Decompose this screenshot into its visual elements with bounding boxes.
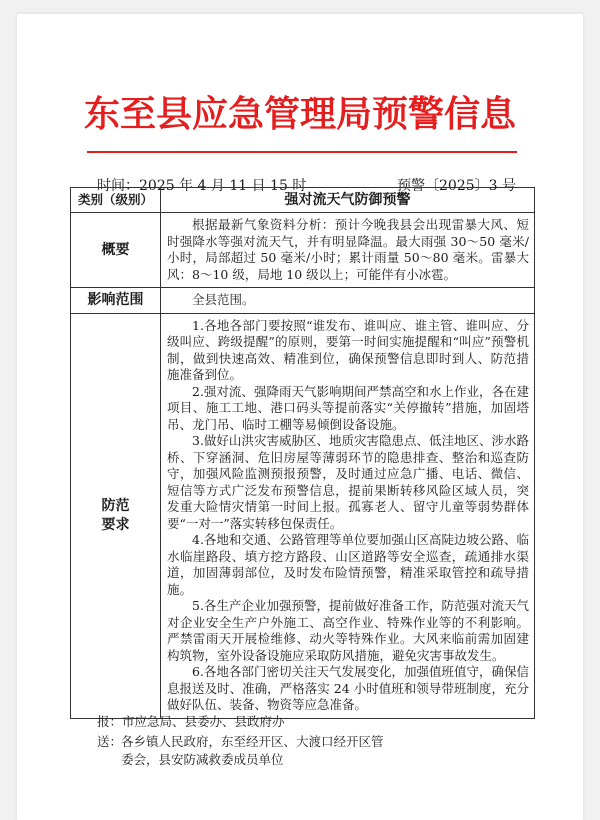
report-to-line: 报：市应急局、县委办、县政府办 bbox=[97, 714, 285, 729]
table-header-row bbox=[71, 188, 535, 213]
requirement-item: 2.强对流、强降雨天气影响期间严禁高空和水上作业，各在建项目、施工工地、港口码头等提前落实“关停撤转”措施，加固塔吊、龙门吊、临时工棚等易倾倒设备设施。 bbox=[167, 383, 529, 432]
requirements-label bbox=[71, 313, 161, 718]
category-header: 类别（级别） bbox=[71, 188, 161, 213]
document-title: 东至县应急管理局预警信息 bbox=[83, 93, 516, 135]
send-to-text: 各乡镇人民政府，东至经开区、大渡口经开区管委会，县安防减救委成员单位 bbox=[121, 734, 384, 767]
requirement-item: 5.各生产企业加强预警，提前做好准备工作，防范强对流天气对企业安全生产户外施工、高空作业、特殊作业等的不利影响。严禁雷雨天开展检维修、动火等特殊作业。大风来临前需加固建构筑物，室外设备设施应采取防风措施，避免灾害事故发生。 bbox=[167, 598, 529, 663]
scope-text: 全县范围。 bbox=[192, 292, 255, 307]
overview-cell bbox=[161, 213, 535, 288]
overview-text: 根据最新气象资料分析：预计今晚我县会出现雷暴大风、短时强降水等强对流天气，并有明显降温。最大雨强 30～50 毫米/小时，局部超过 50 毫米/小时；累计雨量 50～80 毫米。雷暴大风：8～10 级，局地 10 级以上；可能伴有小冰雹。 bbox=[167, 217, 529, 282]
scope-row bbox=[71, 288, 535, 314]
requirement-item: 4.各地和交通、公路管理等单位要加强山区高陡边坡公路、临水临崖路段、填方挖方路段、山区道路等安全巡查，疏通排水渠道，加固薄弱部位，及时发布险情预警，精准采取管控和疏导措施。 bbox=[167, 532, 529, 597]
warning-code: 预警〔2025〕3 号 bbox=[397, 178, 516, 194]
requirements-label-line-1: 防范 bbox=[101, 497, 130, 514]
send-to-label: 送： bbox=[97, 734, 123, 749]
overview-label: 概要 bbox=[71, 213, 161, 288]
red-divider-line bbox=[87, 151, 517, 153]
requirements-cell bbox=[161, 313, 535, 718]
scope-cell bbox=[161, 288, 535, 314]
requirement-item: 3.做好山洪灾害威胁区、地质灾害隐患点、低洼地区、涉水路桥、下穿涵洞、危旧房屋等薄弱环节的隐患排查、整治和巡查防守，加强风险监测预报预警，及时通过应急广播、电话、微信、短信等方式广泛发布预警信息，提前果断转移风险区域人员，突发重大险情灾情第一时间上报。孤寡老人、留守儿童等弱势群体要“一对一”落实转移包保责任。 bbox=[167, 433, 529, 531]
requirement-item: 6.各地各部门密切关注天气发展变化，加强值班值守，确保信息报送及时、准确，严格落实 24 小时值班和领导带班制度，充分做好队伍、装备、物资等应急准备。 bbox=[167, 664, 529, 712]
requirements-row bbox=[71, 313, 535, 718]
overview-row bbox=[71, 213, 535, 288]
requirement-item: 1.各地各部门要按照“谁发布、谁叫应、谁主管、谁叫应、分级叫应、跨级提醒”的原则，要第一时间实施提醒和“叫应”预警机制，做到快速高效、精准到位，确保预警信息即时到人、防范措施准备到位。 bbox=[167, 317, 529, 382]
warning-table bbox=[70, 187, 535, 719]
requirements-label-line-2: 要求 bbox=[101, 516, 130, 533]
scope-label: 影响范围 bbox=[71, 288, 161, 314]
send-to-block bbox=[97, 733, 397, 767]
warning-title-header: 强对流天气防御预警 bbox=[161, 188, 535, 213]
issue-time: 时间：2025 年 4 月 11 日 15 时 bbox=[97, 178, 307, 194]
